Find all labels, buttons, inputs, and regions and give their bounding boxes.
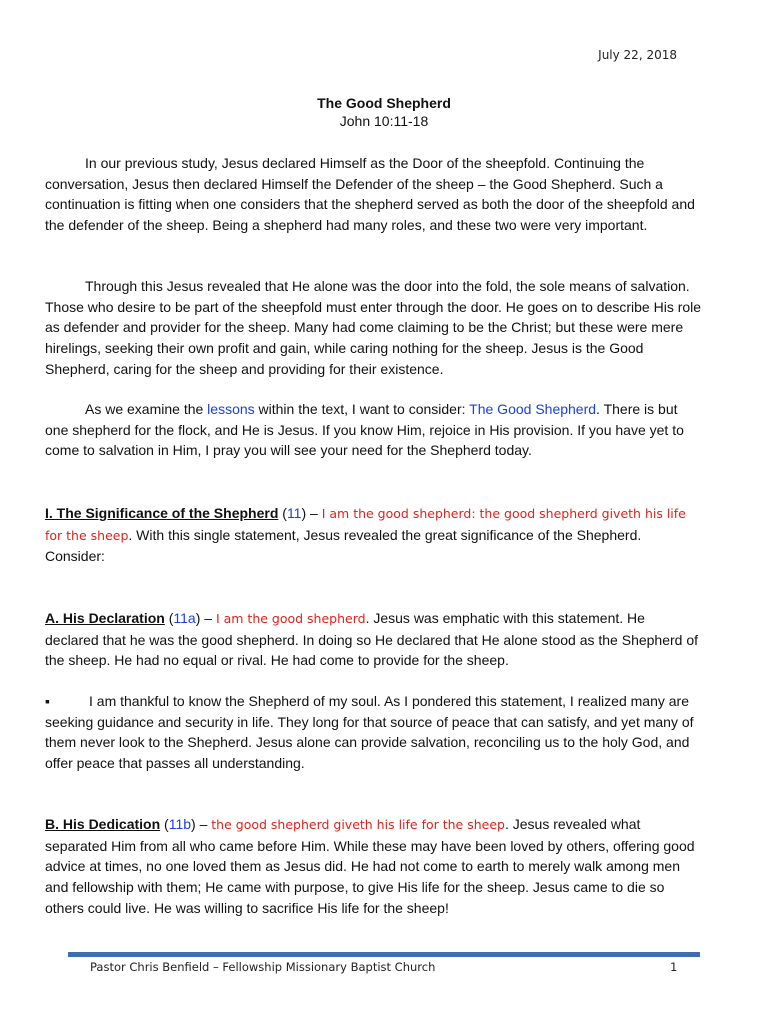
section-b: B. His Dedication (11b) – the good shepherd giveth his life for the sheep. Jesus revealed what separated Him from all who came before Him. While these may have been loved by others, offering good advice at times, no one loved them as Jesus did. He had not come to earth to merely walk among men and fellowship with them; He came with purpose, to give His life for the sheep. Jesus came to die so others could live. He was willing to sacrifice His life for the sheep!	[45, 816, 695, 916]
topic-link[interactable]: The Good Shepherd	[469, 401, 597, 417]
document-title: The Good Shepherd	[317, 95, 451, 111]
section-b-text: . Jesus revealed what separated Him from all who came before Him. While these may have been loved by others, offering good advice at times, no one loved them as Jesus did. He had not come to earth to merely walk among men and fellowship with them; He came with purpose, to give His life for the sheep. Jesus came to die so others could live. He was willing to sacrifice His life for the sheep!	[45, 816, 695, 916]
section-a: A. His Declaration (11a) – I am the good shepherd. Jesus was emphatic with this statement. He declared that he was the good shepherd. In doing so He declared that He alone stood as the Shepherd of the sheep. He had no equal or rival. He had come to provide for the sheep.	[45, 610, 699, 669]
footer-rule	[68, 952, 700, 957]
p3-text-b: within the text, I want to consider:	[254, 401, 470, 417]
section-b-verse: the good shepherd giveth his life for the sheep	[211, 817, 505, 832]
section-1-reference: 11	[286, 505, 302, 521]
intro-paragraph-2: Through this Jesus revealed that He alone was the door into the fold, the sole means of salvation. Those who desire to be part of the sheepfold must enter through the door. He goes on to describe His role as defender and provider for the sheep. Many had come claiming to be the Christ; but these were mere hirelings, seeking their own profit and gain, while caring nothing for the sheep. Jesus is the Good Shepherd, caring for the sheep and providing for their existence.	[45, 278, 702, 377]
section-1: I. The Significance of the Shepherd (11) – I am the good shepherd: the good shepherd giveth his life for the sheep. With this single statement, Jesus revealed the great significance of the Shepherd. Consider:	[45, 505, 686, 565]
section-1-verse: I am the good shepherd: the good shepherd giveth his life for the sheep	[45, 506, 686, 543]
lessons-link[interactable]: lessons	[207, 401, 255, 417]
section-1-heading: I. The Significance of the Shepherd	[45, 505, 279, 521]
section-a-bullet	[45, 691, 702, 774]
p3-text-c: . There is but one shepherd for the flock, and He is Jesus. If you know Him, rejoice in His provision. If you have yet to come to salvation in Him, I pray you will see your need for the Shepherd today.	[45, 401, 684, 459]
section-b-reference: 11b	[168, 816, 192, 832]
section-a-text: . Jesus was emphatic with this statement. He declared that he was the good shepherd. In doing so He declared that He alone stood as the Shepherd of the sheep. He had no equal or rival. He had come to provide for the sheep.	[45, 610, 699, 669]
section-1-text: . With this single statement, Jesus revealed the great significance of the Shepherd. Consider:	[45, 526, 642, 565]
bullet-text: I am thankful to know the Shepherd of my soul. As I pondered this statement, I realized many are seeking guidance and security in life. They long for that source of peace that can satisfy, and yet many of them never look to the Shepherd. Jesus alone can provide salvation, reconciling us to the holy God, and offer peace that passes all understanding.	[45, 693, 694, 772]
intro-paragraph-1: In our previous study, Jesus declared Himself as the Door of the sheepfold. Continuing the conversation, Jesus then declared Himself the Defender of the sheep – the Good Shepherd. Such a continuation is fitting when one considers that the shepherd served as both the door of the sheepfold and the defender of the sheep. Being a shepherd had many roles, and these two were very important.	[45, 155, 695, 234]
section-a-verse: I am the good shepherd	[215, 611, 366, 626]
intro-paragraph-3	[45, 399, 702, 461]
footer-author: Pastor Chris Benfield – Fellowship Missionary Baptist Church	[90, 960, 436, 974]
section-b-heading: B. His Dedication	[45, 816, 161, 832]
page-number: 1	[670, 960, 678, 974]
bullet-square-icon: ▪	[45, 693, 50, 709]
title-block	[0, 94, 768, 130]
scripture-reference: John 10:11-18	[339, 113, 429, 129]
document-date: July 22, 2018	[598, 48, 677, 62]
p3-text-a: As we examine the	[85, 401, 208, 417]
section-a-heading: A. His Declaration	[45, 610, 165, 626]
section-a-reference: 11a	[173, 610, 196, 626]
